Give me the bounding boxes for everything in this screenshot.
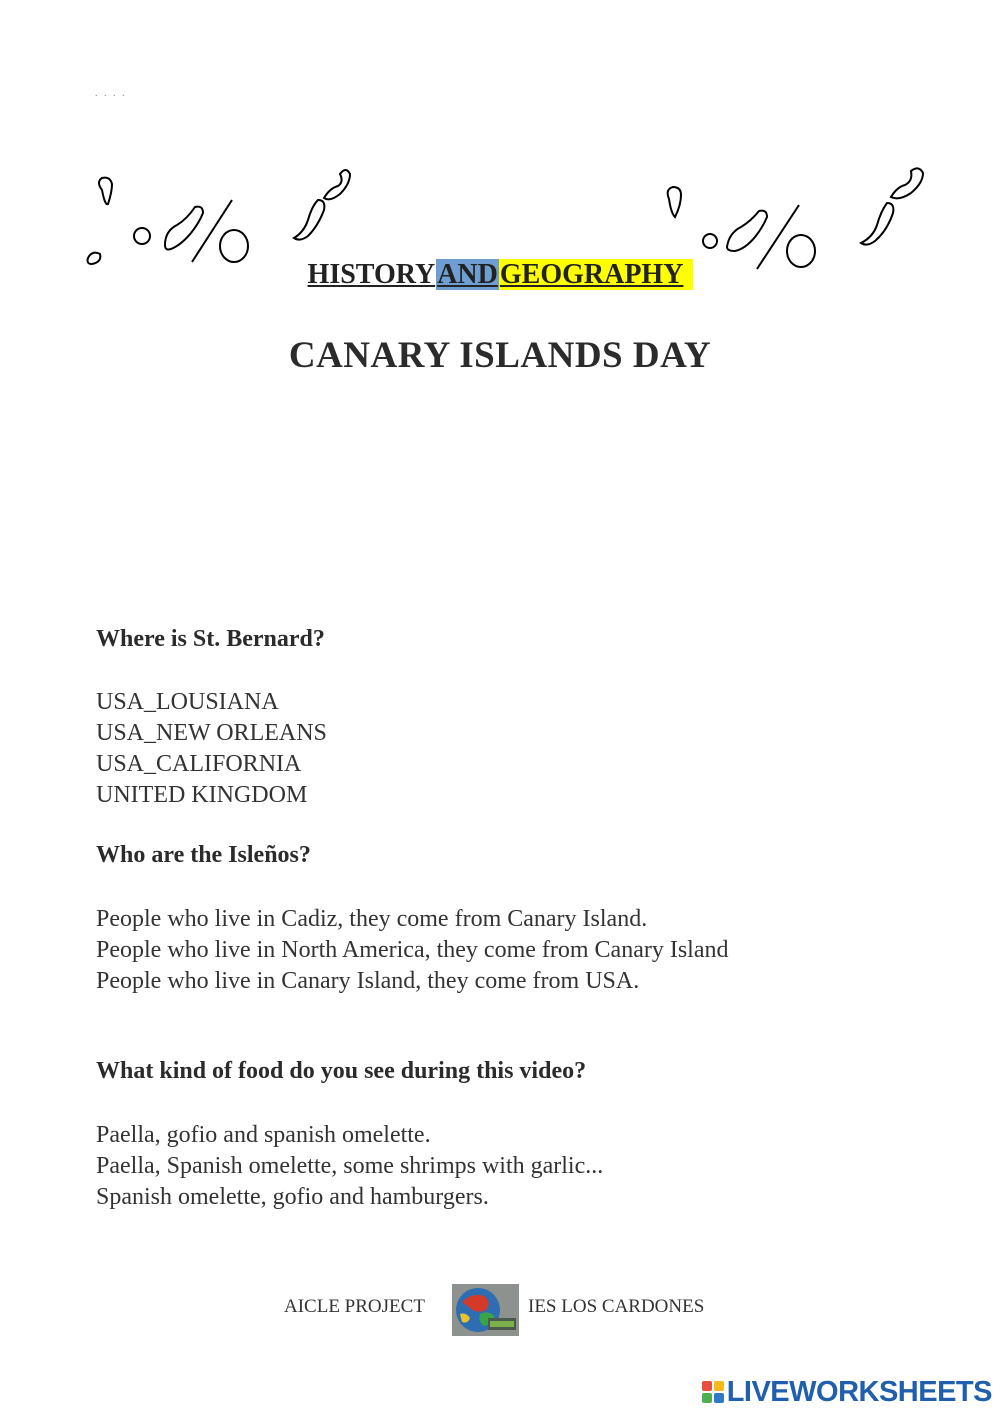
footer xyxy=(0,1284,1000,1338)
question-1-options xyxy=(96,687,327,811)
subject-geography: GEOGRAPHY xyxy=(499,259,694,290)
footer-school: IES LOS CARDONES xyxy=(528,1296,705,1317)
school-logo-image xyxy=(452,1284,519,1336)
answer-option[interactable]: UNITED KINGDOM xyxy=(96,782,308,808)
subject-and: AND xyxy=(437,259,498,290)
subject-heading xyxy=(0,256,1000,294)
answer-option[interactable]: People who live in Cadiz, they come from Canary Island. xyxy=(96,906,648,932)
answer-option[interactable]: People who live in Canary Island, they come from USA. xyxy=(96,968,640,994)
page-dots: . . . . xyxy=(95,88,127,99)
page-title: CANARY ISLANDS DAY xyxy=(288,335,712,376)
liveworksheets-logo-icon xyxy=(702,1381,724,1403)
question-2-options xyxy=(96,904,729,997)
answer-option[interactable]: People who live in North America, they come from Canary Island xyxy=(96,937,729,963)
answer-option[interactable]: Paella, gofio and spanish omelette. xyxy=(96,1122,431,1148)
answer-option[interactable]: Paella, Spanish omelette, some shrimps with garlic... xyxy=(96,1153,604,1179)
question-3-options xyxy=(96,1120,603,1213)
liveworksheets-brand xyxy=(702,1374,992,1410)
liveworksheets-wordmark: LIVEWORKSHEETS xyxy=(726,1375,992,1408)
answer-option[interactable]: USA_CALIFORNIA xyxy=(96,751,302,777)
answer-option[interactable]: USA_LOUSIANA xyxy=(96,689,279,715)
answer-option[interactable]: USA_NEW ORLEANS xyxy=(96,720,327,746)
question-1: Where is St. Bernard? xyxy=(96,626,325,652)
answer-option[interactable]: Spanish omelette, gofio and hamburgers. xyxy=(96,1184,489,1210)
footer-project: AICLE PROJECT xyxy=(284,1296,425,1317)
subject-history: HISTORY xyxy=(307,259,436,290)
question-3: What kind of food do you see during this video? xyxy=(96,1058,587,1084)
question-2: Who are the Isleños? xyxy=(96,842,311,868)
